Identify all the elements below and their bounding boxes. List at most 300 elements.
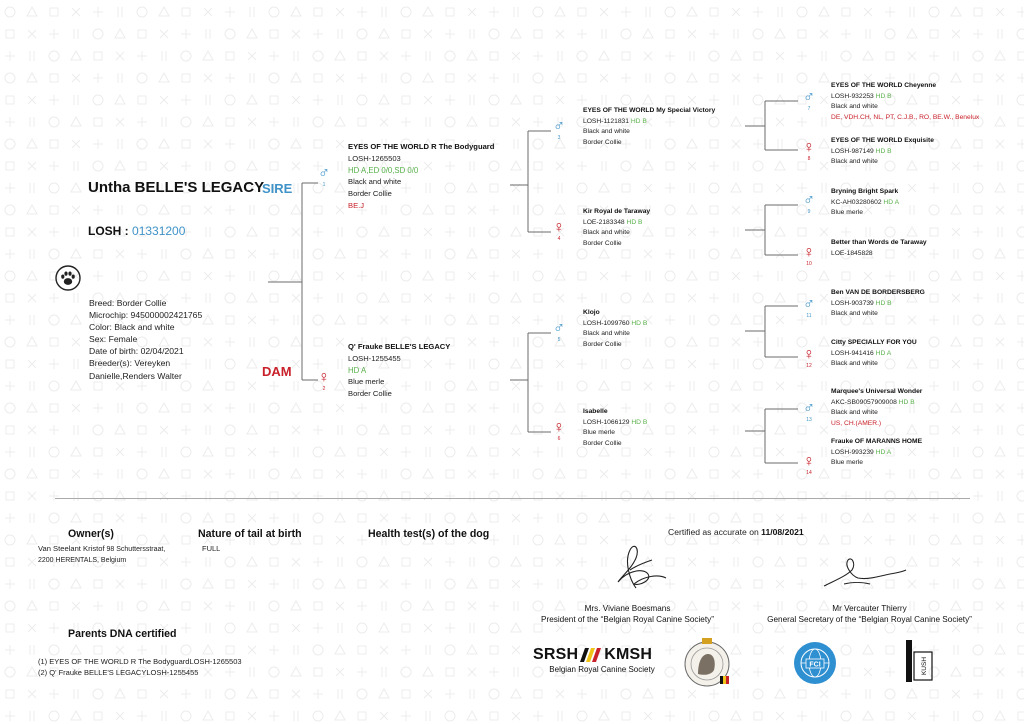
pattern-shape (338, 689, 342, 699)
pattern-shape (798, 690, 806, 698)
pattern-shape (1017, 623, 1024, 633)
pattern-shape (556, 690, 564, 698)
female-icon: ♀ (803, 139, 815, 156)
pattern-shape (357, 689, 367, 699)
detail-breeders: Breeder(s): Vereyken (89, 358, 171, 369)
pattern-shape (511, 689, 521, 698)
pattern-shape (338, 623, 342, 633)
ancestor-name: Citty SPECIALLY FOR YOU (831, 339, 917, 346)
ancestor-color: Black and white (583, 229, 630, 236)
pattern-shape (6, 558, 14, 566)
pattern-shape (5, 579, 15, 589)
pattern-shape (93, 601, 103, 611)
pattern-shape (797, 513, 807, 523)
pattern-shape (490, 646, 498, 654)
pattern-shape (426, 513, 430, 523)
pattern-shape (952, 624, 960, 632)
pattern-shape (489, 601, 499, 611)
pattern-shape (467, 579, 477, 588)
female-icon: ♀ (803, 346, 815, 363)
pattern-shape (206, 557, 210, 567)
ancestor-reg: LOE-1845828 (831, 249, 873, 257)
ancestor-health: HD B (875, 92, 892, 100)
dam-label: DAM (262, 364, 292, 379)
pattern-shape (358, 646, 366, 654)
ancestor-10 (831, 238, 927, 259)
pattern-shape (468, 668, 476, 676)
pattern-shape (798, 558, 806, 566)
pattern-shape (512, 646, 520, 654)
pattern-shape (533, 711, 543, 721)
pattern-shape (930, 624, 938, 632)
pattern-shape (6, 690, 14, 698)
certified-text: Certified as accurate on (668, 527, 759, 537)
srsh-subtitle: Belgian Royal Canine Society (549, 665, 655, 674)
pattern-shape (94, 514, 102, 522)
pattern-shape (446, 668, 454, 676)
pattern-shape (270, 558, 278, 566)
pattern-shape (533, 513, 543, 523)
pattern-shape (709, 711, 719, 721)
pattern-shape (470, 557, 474, 567)
ancestor-health: HD B (875, 147, 892, 155)
ancestor-color: Black and white (831, 409, 878, 416)
pattern-shape (138, 690, 146, 698)
pattern-shape (313, 579, 323, 589)
pattern-shape (30, 579, 34, 589)
pattern-shape (28, 624, 36, 632)
pattern-shape (690, 513, 694, 523)
pattern-shape (996, 536, 1004, 544)
ancestor-health: HD A (875, 448, 892, 456)
pattern-shape (225, 689, 235, 699)
ancestor-number: 14 (806, 470, 812, 476)
pattern-shape (841, 513, 851, 523)
pattern-shape (930, 690, 938, 698)
pattern-shape (1018, 514, 1024, 522)
pattern-shape (954, 711, 958, 721)
pattern-shape (688, 558, 696, 566)
signature-secretary (818, 546, 908, 594)
pattern-shape (1017, 689, 1024, 699)
pattern-shape (489, 535, 499, 545)
ancestor-14 (831, 437, 922, 469)
pattern-shape (269, 513, 279, 523)
ancestor-name: Q' Frauke BELLE'S LEGACY (348, 342, 451, 351)
pattern-shape (137, 579, 147, 589)
pedigree-symbol-13 (801, 401, 817, 423)
ancestor-number: 3 (557, 135, 561, 141)
pattern-shape (401, 579, 411, 589)
ancestor-health: HD B (631, 319, 648, 327)
detail-microchip: Microchip: 945000002421765 (89, 310, 203, 321)
pattern-shape (929, 535, 939, 545)
pattern-shape (446, 602, 454, 610)
pattern-shape (28, 690, 36, 698)
pattern-shape (973, 513, 983, 523)
pattern-shape (248, 514, 256, 522)
pattern-shape (1017, 601, 1024, 611)
pattern-shape (401, 645, 411, 655)
pattern-shape (27, 601, 37, 610)
pattern-shape (929, 711, 939, 721)
pattern-shape (753, 557, 763, 567)
pattern-shape (974, 668, 982, 676)
pattern-shape (841, 645, 851, 655)
pattern-shape (137, 645, 147, 655)
pedigree-symbol-7 (801, 90, 817, 112)
detail-breed: Breed: Border Collie (89, 298, 167, 308)
ancestor-breed: Border Collie (583, 340, 622, 348)
pattern-shape (709, 689, 719, 699)
pattern-shape (291, 601, 301, 610)
ancestor-reg: KC-AH03280602 (831, 198, 882, 206)
ancestor-number: 12 (806, 363, 812, 369)
ancestor-number: 6 (557, 436, 561, 442)
pattern-shape (842, 668, 850, 676)
pattern-shape (577, 513, 587, 523)
pattern-shape (754, 580, 762, 588)
ancestor-color: Blue merle (583, 429, 615, 436)
pattern-shape (182, 602, 190, 610)
pattern-shape (731, 711, 741, 720)
ancestor-number: 9 (807, 209, 811, 215)
pattern-shape (952, 558, 960, 566)
pattern-shape (954, 645, 958, 655)
pattern-shape (203, 579, 213, 588)
pattern-shape (622, 712, 630, 720)
signer2-role: General Secretary of the “Belgian Royal Canine Society” (767, 615, 972, 624)
pattern-shape (822, 513, 826, 523)
pattern-shape (886, 514, 894, 522)
pattern-shape (50, 602, 58, 610)
male-icon: ♂ (803, 89, 815, 106)
pattern-shape (445, 579, 455, 589)
pattern-shape (335, 645, 345, 654)
pedigree-symbol-3 (551, 119, 567, 141)
pattern-shape (885, 667, 895, 677)
pattern-shape (819, 535, 829, 544)
pattern-shape (776, 580, 784, 588)
pattern-shape (864, 536, 872, 544)
pattern-shape (930, 558, 938, 566)
pattern-shape (380, 646, 388, 654)
pattern-shape (468, 602, 476, 610)
pedigree-symbol-8 (801, 140, 817, 162)
pattern-shape (666, 624, 674, 632)
pattern-shape (1018, 580, 1024, 588)
pattern-shape (797, 711, 807, 721)
pattern-shape (533, 579, 543, 589)
pattern-shape (336, 536, 344, 544)
pattern-shape (621, 689, 631, 699)
pattern-shape (292, 624, 300, 632)
pattern-shape (690, 579, 694, 589)
pattern-shape (5, 601, 15, 611)
pattern-shape (885, 689, 895, 699)
pattern-shape (116, 712, 124, 720)
pattern-shape (292, 558, 300, 566)
ancestor-color: Black and white (831, 360, 878, 367)
pattern-shape (94, 712, 102, 720)
pattern-shape (732, 536, 740, 544)
pattern-shape (27, 535, 37, 544)
signer2-name: Mr Vercauter Thierry (832, 604, 907, 613)
dna-title: Parents DNA certified (68, 628, 177, 640)
pattern-shape (226, 514, 234, 522)
ancestor-health: HD B (875, 299, 892, 307)
pattern-shape (313, 645, 323, 655)
pattern-shape (996, 602, 1004, 610)
pattern-shape (602, 689, 606, 699)
pattern-shape (995, 645, 1005, 654)
pattern-shape (754, 712, 762, 720)
pattern-shape (577, 689, 587, 699)
pattern-shape (294, 711, 298, 721)
ancestor-number: 7 (807, 106, 811, 112)
pattern-shape (577, 579, 587, 589)
pattern-shape (402, 624, 410, 632)
pattern-shape (181, 689, 191, 699)
pattern-shape (402, 558, 410, 566)
pattern-shape (599, 513, 609, 522)
pattern-shape (336, 668, 344, 676)
ancestor-breed: Border Collie (583, 439, 622, 447)
ancestor-2 (348, 341, 450, 400)
fci-logo-icon (792, 640, 838, 686)
sire-label: SIRE (262, 181, 293, 196)
pattern-shape (558, 711, 562, 721)
pattern-shape (314, 602, 322, 610)
pattern-shape (424, 558, 432, 566)
pattern-shape (599, 711, 609, 720)
pattern-shape (907, 689, 917, 698)
signer1-name: Mrs. Viviane Boesmans (584, 604, 671, 613)
pattern-shape (294, 579, 298, 589)
certified-date: 11/08/2021 (761, 527, 804, 537)
signature-president (600, 540, 680, 592)
ancestor-health: HD B (626, 218, 643, 226)
pattern-shape (951, 667, 961, 676)
ancestor-titles: US, CH.(AMER.) (831, 419, 882, 427)
pattern-shape (665, 513, 675, 523)
pattern-shape (313, 557, 323, 567)
pattern-shape (952, 690, 960, 698)
dna-item-2: (2) Q' Frauke BELLE'S LEGACYLOSH-1255455 (38, 668, 199, 677)
ancestor-number: 1 (322, 182, 326, 188)
pattern-shape (954, 579, 958, 589)
pattern-shape (1018, 646, 1024, 654)
pattern-shape (5, 535, 15, 545)
pattern-shape (30, 711, 34, 721)
pattern-shape (644, 712, 652, 720)
pattern-shape (908, 580, 916, 588)
pattern-shape (445, 711, 455, 721)
pattern-shape (731, 645, 741, 654)
pattern-shape (28, 558, 36, 566)
pattern-shape (754, 514, 762, 522)
pattern-shape (556, 624, 564, 632)
pattern-shape (379, 623, 389, 632)
dog-name: Untha BELLE'S LEGACY (88, 179, 265, 196)
pattern-shape (1018, 712, 1024, 720)
pattern-shape (886, 712, 894, 720)
ancestor-reg: LOSH-987149 (831, 147, 874, 155)
pattern-shape (357, 667, 367, 677)
ancestor-color: Black and white (831, 310, 878, 317)
pattern-shape (206, 623, 210, 633)
pattern-shape (74, 689, 78, 699)
ancestor-reg: LOSH-903739 (831, 299, 874, 307)
ancestor-number: 11 (806, 313, 812, 319)
pattern-shape (248, 646, 256, 654)
pattern-shape (734, 689, 738, 699)
pattern-shape (534, 624, 542, 632)
pattern-shape (313, 711, 323, 721)
pattern-shape (5, 645, 15, 655)
female-icon: ♀ (553, 219, 565, 236)
ancestor-reg: LOE-2183348 (583, 218, 625, 226)
ancestor-reg: LOSH-1099760 (583, 319, 630, 327)
srsh-kmsh-logo (533, 646, 671, 674)
pattern-shape (489, 557, 499, 567)
pattern-shape (49, 623, 59, 633)
ancestor-7 (831, 81, 993, 123)
srsh-text: SRSH (533, 646, 579, 663)
pattern-shape (666, 690, 674, 698)
pattern-shape (357, 601, 367, 611)
pedigree-symbol-6 (551, 420, 567, 442)
pattern-shape (511, 557, 521, 566)
pattern-shape (467, 513, 477, 522)
pattern-shape (313, 689, 323, 699)
owner-name: Van Steelant Kristof (38, 544, 105, 553)
pattern-shape (424, 690, 432, 698)
pattern-shape (401, 601, 411, 611)
pedigree-symbol-1 (316, 166, 332, 188)
pattern-shape (358, 712, 366, 720)
pattern-shape (162, 579, 166, 589)
pattern-shape (490, 712, 498, 720)
pattern-shape (1017, 667, 1024, 677)
ancestor-number: 8 (807, 156, 811, 162)
pattern-shape (732, 668, 740, 676)
pattern-shape (753, 689, 763, 699)
pedigree-symbol-5 (551, 321, 567, 343)
pattern-shape (863, 711, 873, 720)
pattern-shape (996, 668, 1004, 676)
dog-registration: LOSH : 01331200 (88, 224, 186, 238)
ancestor-health: HD A (875, 349, 892, 357)
ancestor-color: Black and white (348, 177, 402, 187)
pattern-shape (94, 580, 102, 588)
pattern-shape (776, 712, 784, 720)
dna-list (38, 656, 242, 678)
pattern-shape (270, 624, 278, 632)
pattern-shape (775, 689, 785, 698)
pattern-shape (159, 601, 169, 610)
flag-stripes-icon (580, 648, 602, 662)
pattern-shape (445, 689, 455, 699)
pattern-shape (379, 689, 389, 698)
pattern-shape (162, 645, 166, 655)
male-icon: ♂ (553, 320, 565, 337)
pattern-shape (250, 667, 254, 677)
pattern-shape (181, 645, 191, 655)
fci-text: FCI (809, 661, 821, 669)
ancestor-name: Better than Words de Taraway (831, 239, 927, 246)
pattern-shape (842, 536, 850, 544)
ancestor-12 (831, 338, 917, 370)
pattern-shape (291, 667, 301, 676)
pattern-shape (470, 689, 474, 699)
pattern-shape (467, 645, 477, 654)
pattern-shape (335, 579, 345, 588)
pattern-shape (910, 535, 914, 545)
pattern-shape (820, 690, 828, 698)
ancestor-number: 10 (806, 261, 812, 267)
pattern-shape (445, 557, 455, 567)
pattern-shape (292, 690, 300, 698)
pattern-shape (489, 689, 499, 699)
pattern-shape (314, 536, 322, 544)
pattern-shape (380, 514, 388, 522)
pattern-shape (358, 514, 366, 522)
ancestor-titles: BE.J (348, 200, 365, 210)
pattern-shape (294, 645, 298, 655)
pattern-shape (973, 711, 983, 721)
pattern-shape (709, 557, 719, 567)
pattern-shape (49, 689, 59, 699)
detail-breeders-cont: Danielle,Renders Walter (89, 370, 182, 381)
pattern-shape (558, 579, 562, 589)
pattern-shape (489, 667, 499, 677)
pattern-shape (776, 514, 784, 522)
pattern-shape (357, 535, 367, 545)
pattern-shape (382, 667, 386, 677)
ancestor-number: 13 (806, 417, 812, 423)
pattern-shape (247, 689, 257, 698)
ancestor-color: Blue merle (831, 459, 863, 466)
pattern-shape (908, 514, 916, 522)
pattern-shape (313, 623, 323, 633)
pattern-shape (203, 513, 213, 522)
pattern-shape (709, 513, 719, 523)
pattern-shape (5, 711, 15, 721)
ancestor-breed: Border Collie (348, 389, 392, 399)
ancestor-name: Klojo (583, 309, 600, 316)
pattern-shape (225, 557, 235, 567)
pattern-shape (577, 711, 587, 721)
pattern-shape (577, 557, 587, 567)
male-icon: ♂ (803, 296, 815, 313)
pattern-shape (181, 557, 191, 567)
pedigree-symbol-10 (801, 245, 817, 267)
pattern-shape (954, 513, 958, 523)
pattern-shape (445, 645, 455, 655)
pattern-shape (929, 513, 939, 523)
pattern-shape (250, 601, 254, 611)
ancestor-11 (831, 288, 925, 320)
ancestor-color: Blue merle (831, 209, 863, 216)
pattern-shape (71, 579, 81, 588)
pattern-shape (822, 711, 826, 721)
ancestor-1 (348, 141, 494, 212)
pattern-shape (5, 513, 15, 523)
pattern-shape (998, 623, 1002, 633)
pattern-shape (181, 579, 191, 589)
owner-info (38, 544, 165, 566)
